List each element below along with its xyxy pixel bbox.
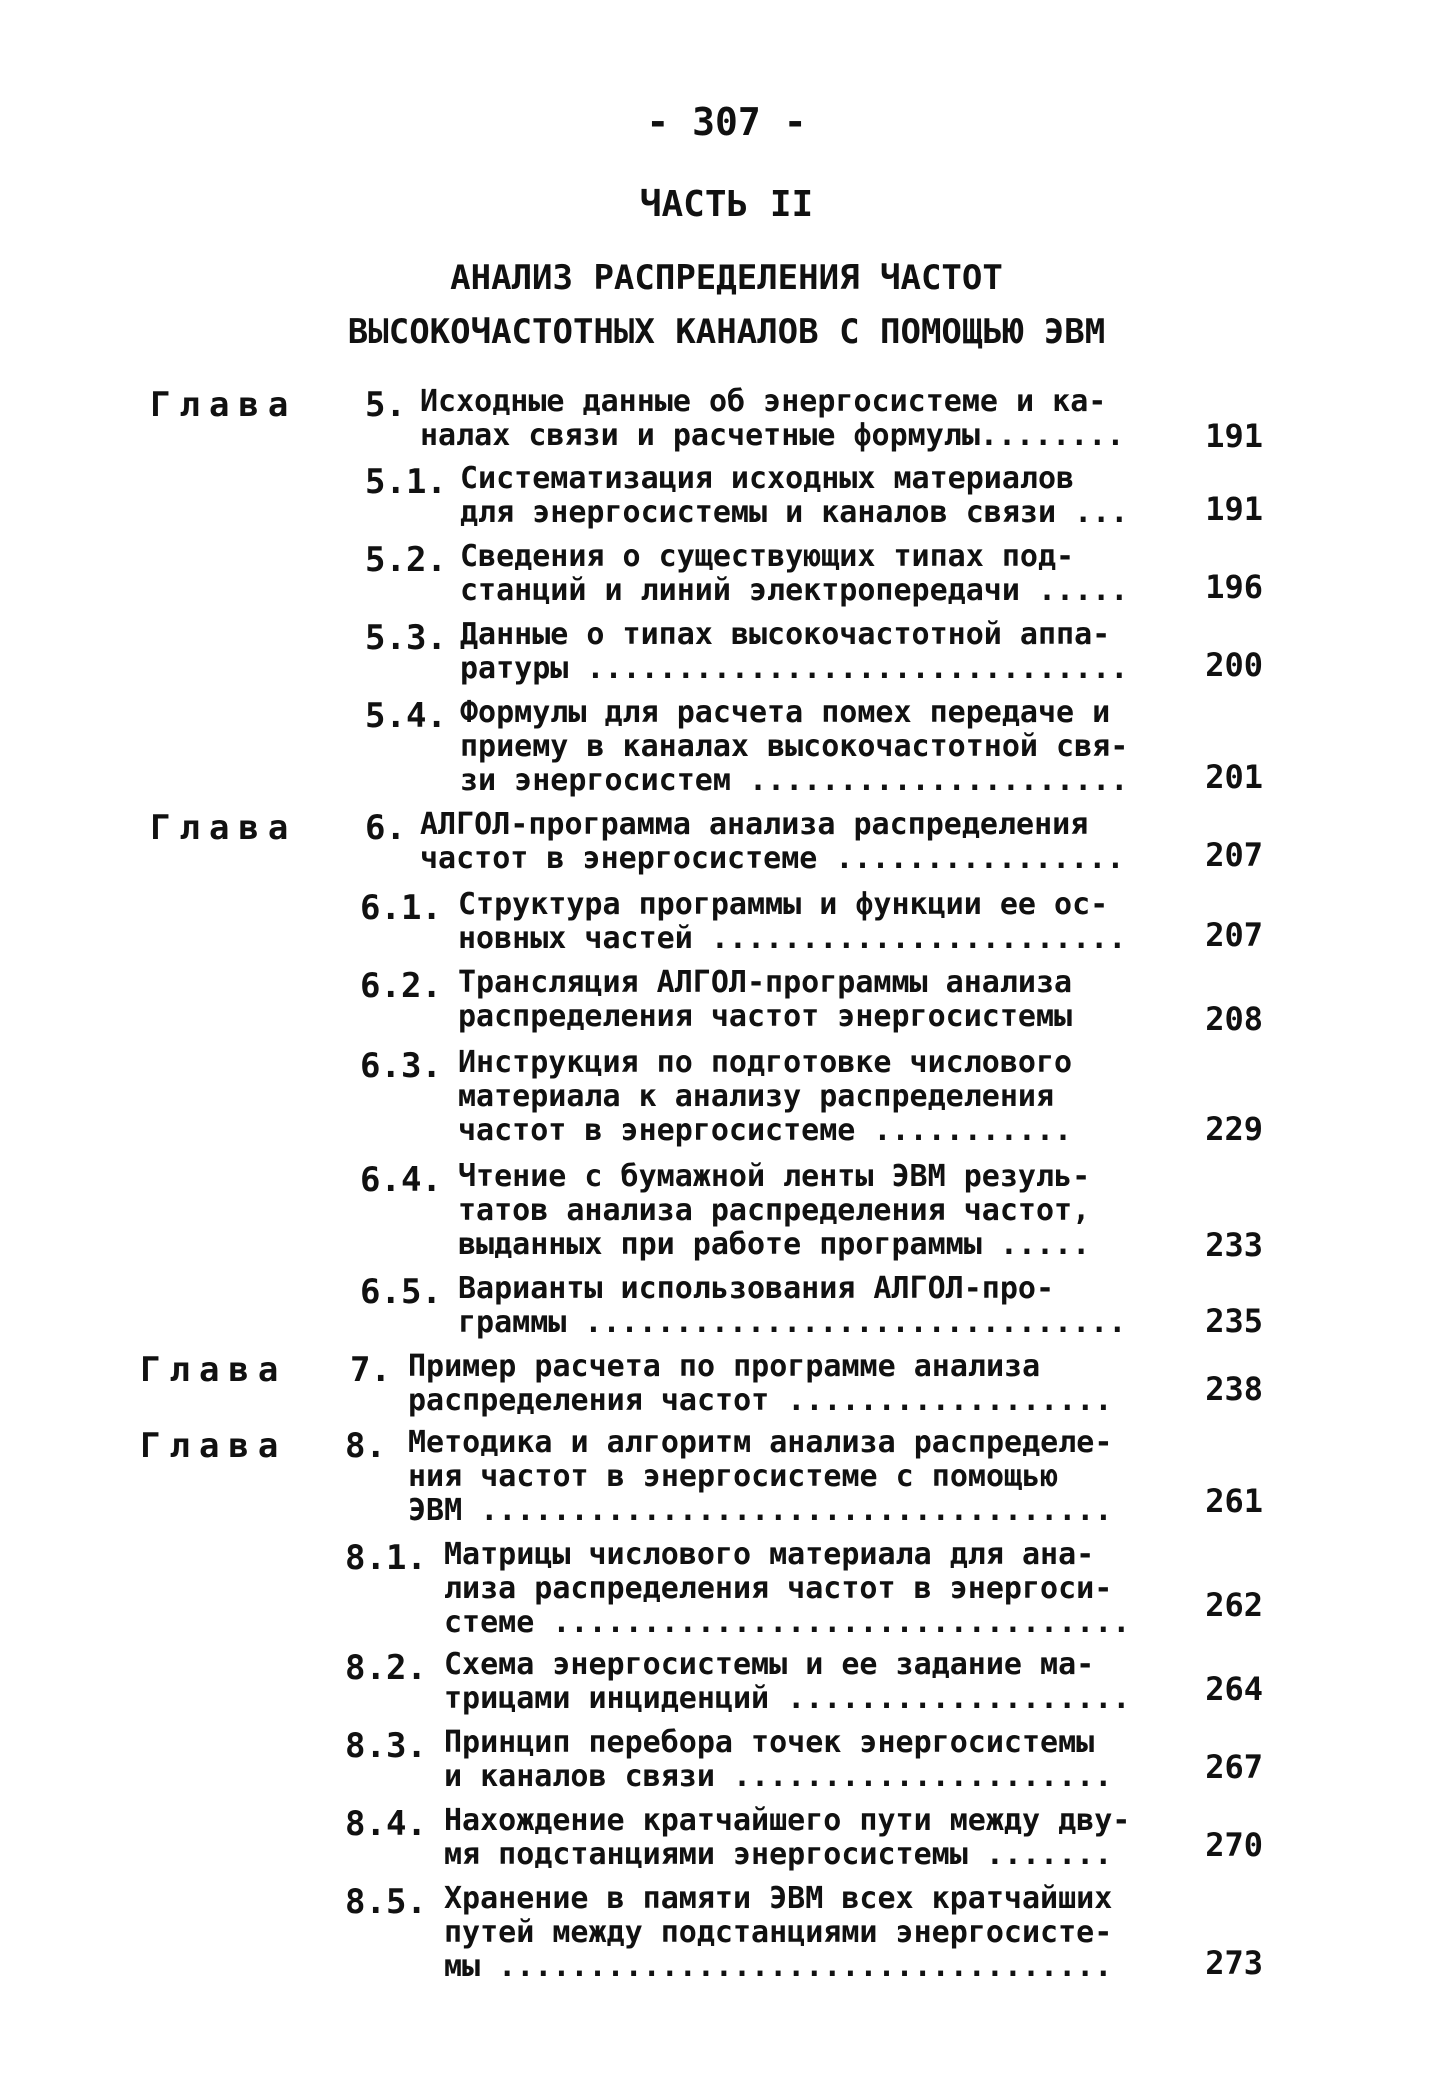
entry-number: 8.5. (345, 1882, 427, 1922)
chapter-label: Глава (150, 385, 298, 425)
entry-page: 201 (1205, 758, 1263, 796)
entry-text: Формулы для расчета помех передаче и приему в каналах высокочастотной свя- зи энергосистем ..................... (460, 695, 1129, 798)
entry-text: Варианты использования АЛГОЛ-про- граммы .............................. (458, 1271, 1127, 1340)
section-title-line-1: АНАЛИЗ РАСПРЕДЕЛЕНИЯ ЧАСТОТ (450, 258, 1003, 298)
entry-number: 6.4. (360, 1160, 442, 1200)
entry-number: 8.4. (345, 1804, 427, 1844)
entry-number: 8.2. (345, 1648, 427, 1688)
page-number: - 307 - (646, 100, 807, 144)
entry-page: 261 (1205, 1482, 1263, 1520)
entry-text: Исходные данные об энергосистеме и ка- налах связи и расчетные формулы........ (420, 384, 1125, 453)
entry-number: 5.2. (365, 540, 447, 580)
entry-page: 191 (1205, 417, 1263, 455)
entry-number: 6.1. (360, 888, 442, 928)
entry-page: 233 (1205, 1226, 1263, 1264)
entry-text: Трансляция АЛГОЛ-программы анализа распределения частот энергосистемы (458, 965, 1073, 1034)
entry-page: 191 (1205, 490, 1263, 528)
entry-text: Хранение в памяти ЭВМ всех кратчайших путей между подстанциями энергосисте- мы .................................. (444, 1881, 1113, 1984)
entry-text: Структура программы и функции ее ос- новных частей ....................... (458, 887, 1127, 956)
entry-text: Принцип перебора точек энергосистемы и каналов связи ..................... (444, 1725, 1113, 1794)
entry-text: Схема энергосистемы и ее задание ма- трицами инциденций ................... (444, 1647, 1131, 1716)
entry-page: 264 (1205, 1670, 1263, 1708)
chapter-label: Глава (140, 1426, 288, 1466)
section-title-line-2: ВЫСОКОЧАСТОТНЫХ КАНАЛОВ С ПОМОЩЬЮ ЭВМ (347, 312, 1106, 352)
entry-page: 262 (1205, 1586, 1263, 1624)
entry-text: Данные о типах высокочастотной аппа- ратуры .............................. (460, 617, 1129, 686)
entry-text: Матрицы числового материала для ана- лиза распределения частот в энергоси- стеме ................................ (444, 1537, 1131, 1640)
entry-text: Инструкция по подготовке числового материала к анализу распределения частот в энергосистеме ........... (458, 1045, 1073, 1148)
entry-page: 235 (1205, 1302, 1263, 1340)
entry-number: 8.3. (345, 1726, 427, 1766)
entry-text: Чтение с бумажной ленты ЭВМ резуль- татов анализа распределения частот, выданных при работе программы ..... (458, 1159, 1091, 1262)
entry-page: 207 (1205, 916, 1263, 954)
entry-number: 5. (365, 385, 406, 425)
entry-page: 196 (1205, 568, 1263, 606)
entry-page: 267 (1205, 1748, 1263, 1786)
entry-page: 238 (1205, 1370, 1263, 1408)
entry-text: Сведения о существующих типах под- станций и линий электропередачи ..... (460, 539, 1129, 608)
chapter-label: Глава (150, 808, 298, 848)
entry-text: Систематизация исходных материалов для энергосистемы и каналов связи ... (460, 461, 1129, 530)
entry-text: Методика и алгоритм анализа распределе- ния частот в энергосистеме с помощью ЭВМ ................................... (408, 1425, 1113, 1528)
entry-page: 200 (1205, 646, 1263, 684)
entry-text: Пример расчета по программе анализа распределения частот .................. (408, 1349, 1113, 1418)
entry-page: 273 (1205, 1944, 1263, 1982)
entry-number: 6.5. (360, 1272, 442, 1312)
entry-number: 5.4. (365, 696, 447, 736)
entry-number: 6.2. (360, 966, 442, 1006)
entry-number: 8.1. (345, 1538, 427, 1578)
entry-page: 229 (1205, 1110, 1263, 1148)
part-title: ЧАСТЬ II (639, 184, 814, 225)
entry-page: 207 (1205, 836, 1263, 874)
entry-number: 6. (365, 808, 406, 848)
entry-text: Нахождение кратчайшего пути между дву- мя подстанциями энергосистемы ....... (444, 1803, 1131, 1872)
entry-number: 8. (345, 1426, 386, 1466)
entry-page: 270 (1205, 1826, 1263, 1864)
entry-number: 5.1. (365, 462, 447, 502)
entry-number: 7. (350, 1350, 391, 1390)
entry-page: 208 (1205, 1000, 1263, 1038)
entry-number: 6.3. (360, 1046, 442, 1086)
entry-number: 5.3. (365, 618, 447, 658)
entry-text: АЛГОЛ-программа анализа распределения частот в энергосистеме ................ (420, 807, 1125, 876)
chapter-label: Глава (140, 1350, 288, 1390)
